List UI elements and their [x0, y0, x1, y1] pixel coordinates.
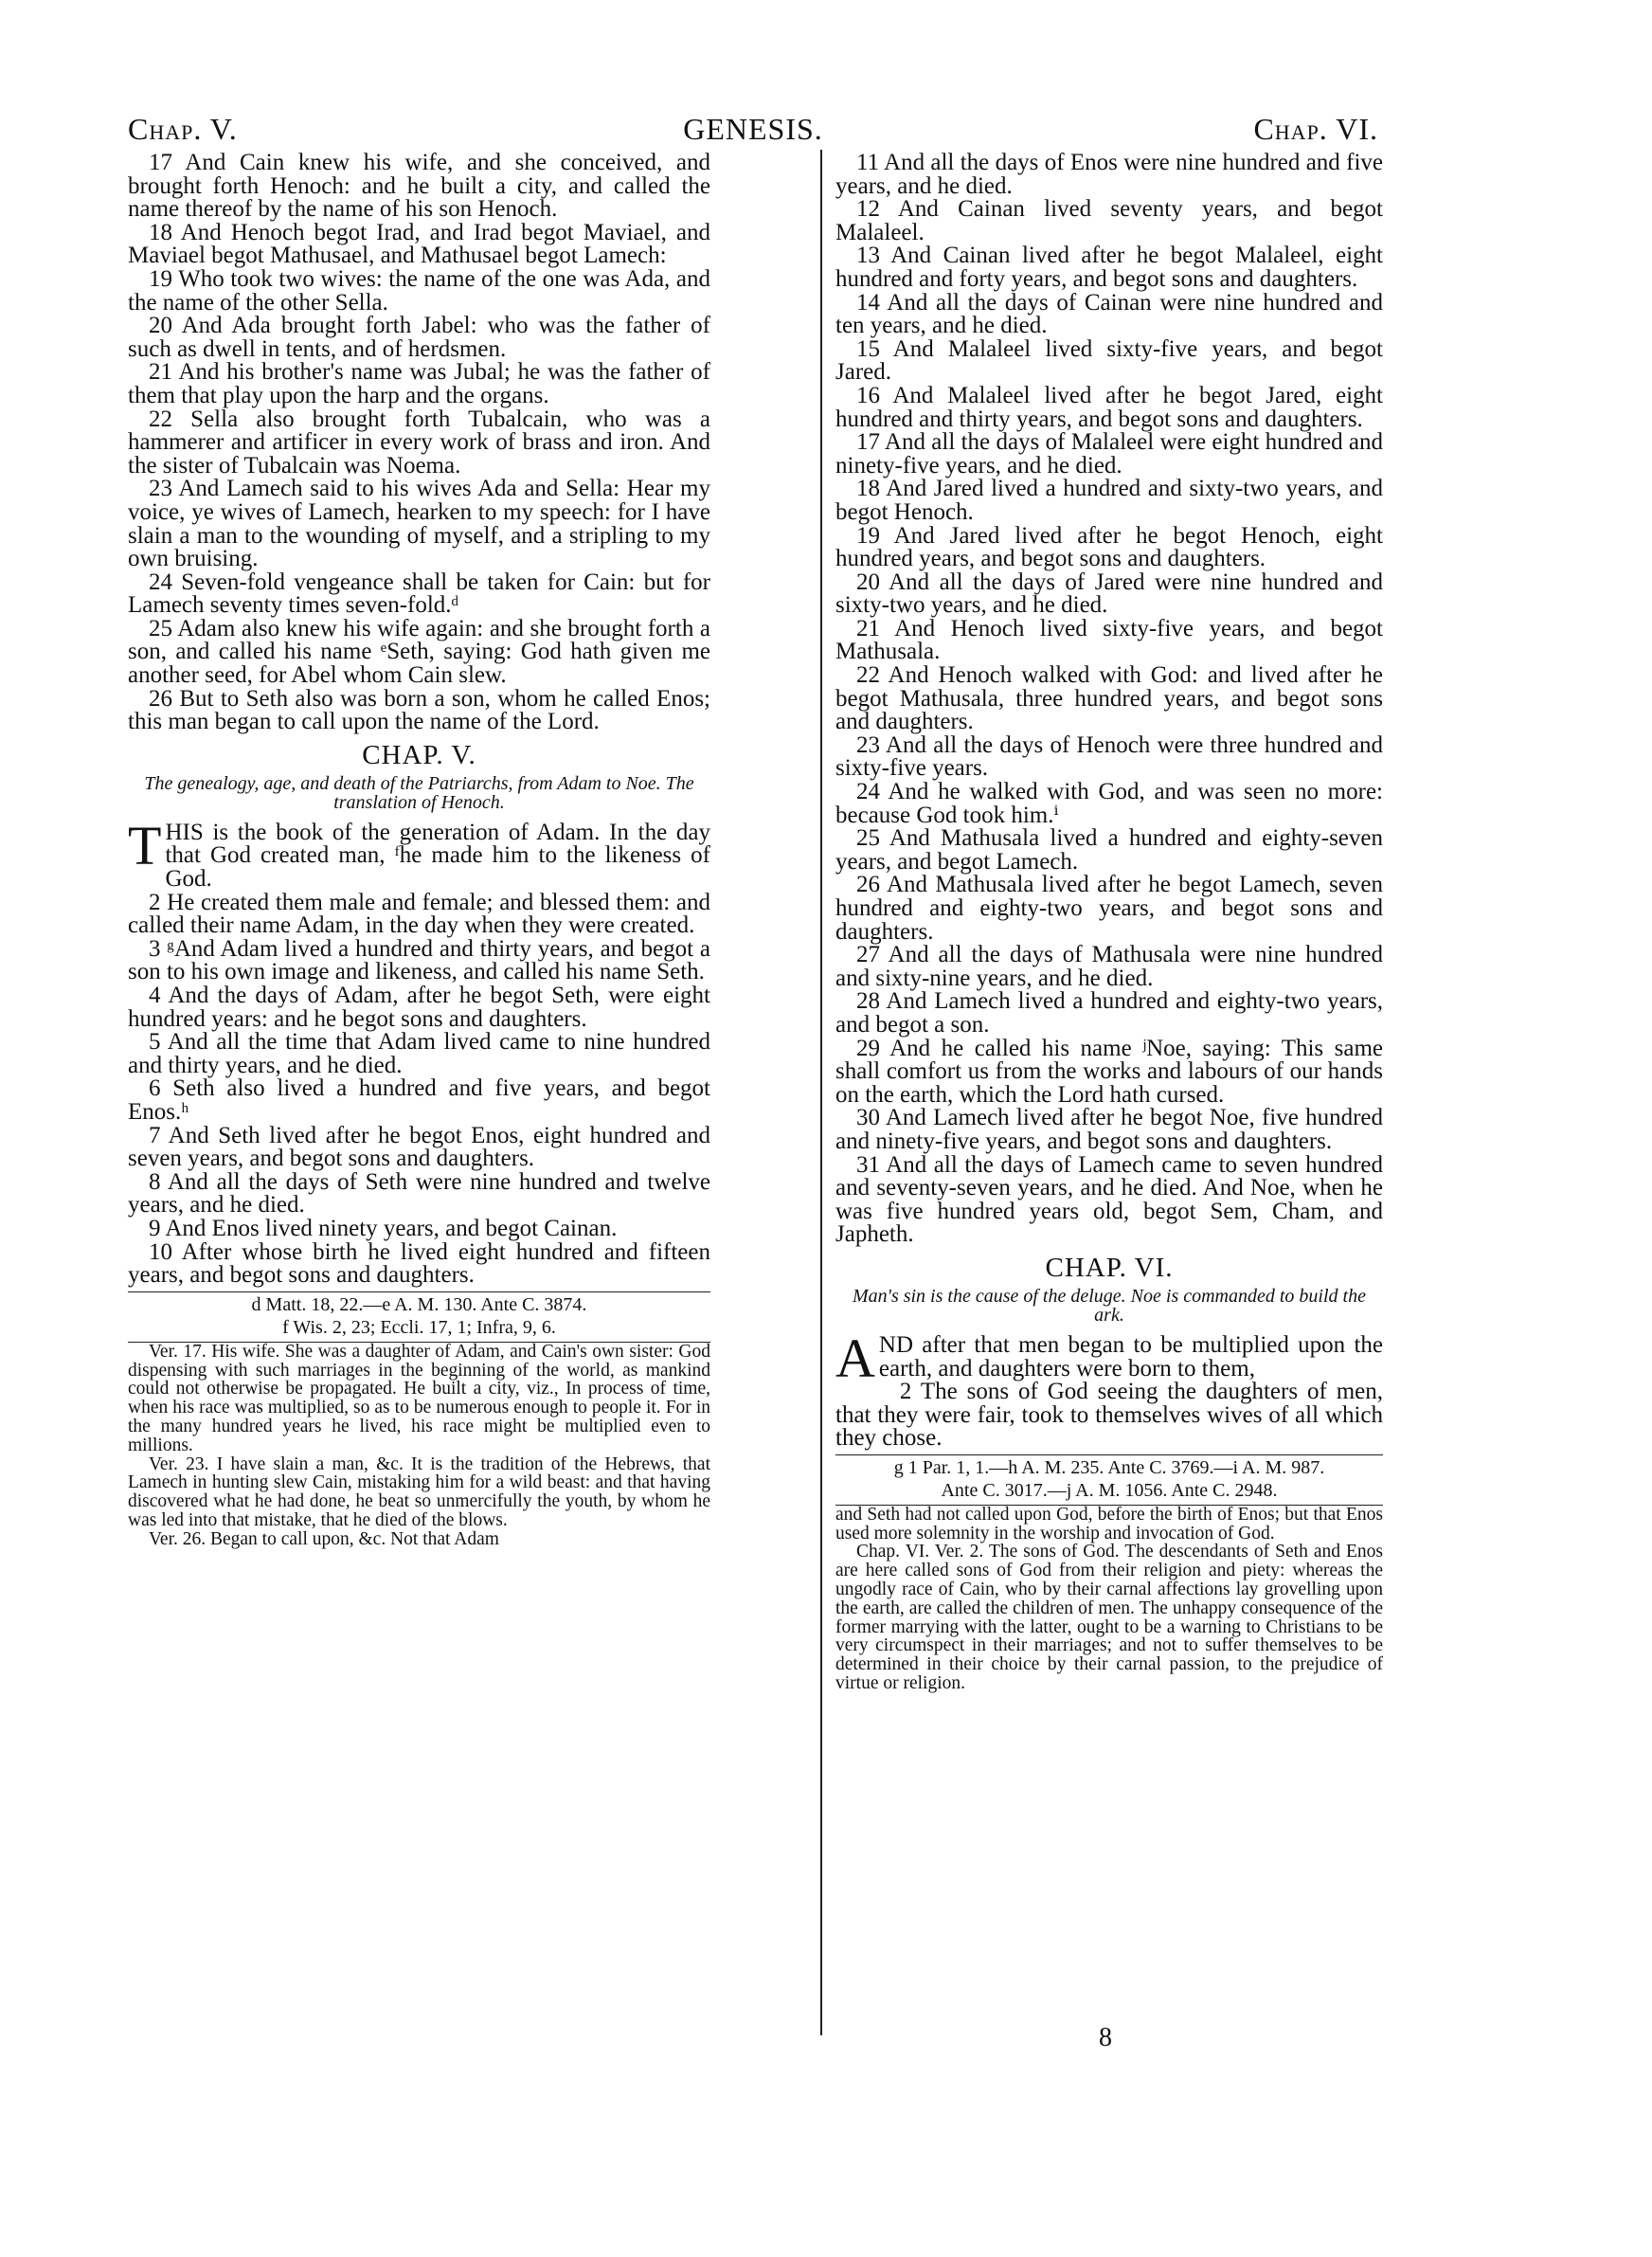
- header-title: GENESIS.: [683, 112, 823, 146]
- chapter-opening: [835, 1327, 1383, 1389]
- verse: 25 And Mathusala lived a hundred and eighty-seven years, and begot Lamech.: [835, 825, 1383, 875]
- column-divider: [820, 150, 822, 2035]
- verse: 25 Adam also knew his wife again: and she brought forth a son, and called his name ᵉSeth, saying: God hath given me another seed, for Abel whom Cain slew.: [128, 615, 710, 689]
- verse: 22 Sella also brought forth Tubalcain, who was a hammerer and artificer in every work of brass and iron. And the sister of Tubalcain was Noema.: [128, 406, 710, 478]
- verse: 21 And his brother's name was Jubal; he was the father of them that play upon the harp and the organs.: [128, 359, 710, 408]
- chapter-opening: [128, 814, 710, 893]
- verse: 22 And Henoch walked with God: and lived after he begot Mathusala, three hundred years, and begot sons and daughters.: [835, 662, 1383, 735]
- verse: 11 And all the days of Enos were nine hundred and five years, and he died.: [835, 150, 1383, 199]
- cross-reference: d Matt. 18, 22.—e A. M. 130. Ante C. 3874.: [251, 1293, 587, 1315]
- verse: 7 And Seth lived after he begot Enos, eight hundred and seven years, and begot sons and daughters.: [128, 1122, 710, 1172]
- verse: 17 And all the days of Malaleel were eight hundred and ninety-five years, and he died.: [835, 429, 1383, 478]
- verse: 2 He created them male and female; and blessed them: and called their name Adam, in the day when they were created.: [128, 889, 710, 939]
- drop-cap: T: [128, 814, 162, 876]
- verse: 20 And Ada brought forth Jabel: who was the father of such as dwell in tents, and of herdsmen.: [128, 313, 710, 362]
- running-header: [128, 112, 1378, 150]
- verse: 2 The sons of God seeing the daughters of men, that they were fair, took to themselves wives of all which they chose.: [835, 1379, 1383, 1452]
- verse: HIS is the book of the generation of Adam. In the day that God created man, ᶠhe made him to the likeness of God.: [165, 819, 710, 893]
- verse: 3 ᵍAnd Adam lived a hundred and thirty years, and begot a son to his own image and likeness, and called his name Seth.: [128, 935, 710, 985]
- chapter-heading: CHAP. V.: [362, 739, 476, 770]
- chapter-summary: The genealogy, age, and death of the Patriarchs, from Adam to Noe. The translation of Henoch.: [144, 772, 694, 813]
- header-left: Chap. V.: [128, 112, 238, 146]
- verse: ND after that men began to be multiplied upon the earth, and daughters were born to them,: [878, 1331, 1383, 1381]
- commentary: Ver. 17. His wife. She was a daughter of Adam, and Cain's own sister: God dispensing with such marriages in the beginning of the world, as mankind could not otherwise be propagated. He built a city, viz., In process of time, when his race was multiplied, so as to be numerous enough to people it. For in the many hundred years he lived, his race might be multiplied even to millions.: [128, 1341, 710, 1455]
- verse: 29 And he called his name ʲNoe, saying: This same shall comfort us from the works and labours of our hands on the earth, which the Lord hath cursed.: [835, 1035, 1383, 1108]
- verse: 31 And all the days of Lamech came to seven hundred and seventy-seven years, and he died. And Noe, when he was five hundred years old, begot Sem, Cham, and Japheth.: [835, 1151, 1383, 1248]
- verse: 24 Seven-fold vengeance shall be taken for Cain: but for Lamech seventy times seven-fold.ᵈ: [128, 569, 710, 619]
- verse: 18 And Jared lived a hundred and sixty-two years, and begot Henoch.: [835, 476, 1383, 525]
- verse: 9 And Enos lived ninety years, and begot Cainan.: [149, 1215, 618, 1241]
- commentary: Chap. VI. Ver. 2. The sons of God. The descendants of Seth and Enos are here called sons of God from their religion and piety: whereas the ungodly race of Cain, who by their carnal affections lay grovelling upon the earth, are called the children of men. The unhappy consequence of the former marrying with the latter, ought to be a warning to Christians to be very circumspect in their marriages; and not to suffer themselves to be determined in their choice by their carnal passion, to the prejudice of virtue or religion.: [835, 1542, 1383, 1694]
- verse: 10 After whose birth he lived eight hundred and fifteen years, and begot sons and daughters.: [128, 1238, 710, 1289]
- verse: 18 And Henoch begot Irad, and Irad begot Maviael, and Maviael begot Mathusael, and Mathusael begot Lamech:: [128, 219, 710, 269]
- drop-cap: A: [835, 1327, 875, 1389]
- verse: 23 And Lamech said to his wives Ada and Sella: Hear my voice, ye wives of Lamech, hearken to my speech: for I have slain a man to the wounding of myself, and a stripling to my own bruising.: [128, 476, 710, 572]
- verse: 4 And the days of Adam, after he begot Seth, were eight hundred years: and he begot sons and daughters.: [128, 983, 710, 1032]
- right-column: [835, 152, 1383, 1693]
- verse: 21 And Henoch lived sixty-five years, and begot Mathusala.: [835, 615, 1383, 665]
- header-right: Chap. VI.: [1253, 112, 1378, 146]
- cross-reference: Ante C. 3017.—j A. M. 1056. Ante C. 2948.: [941, 1479, 1278, 1501]
- chapter-heading: CHAP. VI.: [1045, 1252, 1174, 1283]
- chapter-summary: Man's sin is the cause of the deluge. Noe is commanded to build the ark.: [853, 1285, 1366, 1326]
- commentary: Ver. 26. Began to call upon, &c. Not that Adam: [149, 1528, 499, 1549]
- verse: 24 And he walked with God, and was seen no more: because God took him.ⁱ: [835, 779, 1383, 828]
- verse: 12 And Cainan lived seventy years, and begot Malaleel.: [835, 196, 1383, 245]
- page-number: 8: [1099, 2023, 1112, 2052]
- verse: 8 And all the days of Seth were nine hundred and twelve years, and he died.: [128, 1168, 710, 1219]
- verse: 23 And all the days of Henoch were three hundred and sixty-five years.: [835, 731, 1383, 782]
- verse: 20 And all the days of Jared were nine hundred and sixty-two years, and he died.: [835, 569, 1383, 619]
- verse: 26 And Mathusala lived after he begot Lamech, seven hundred and eighty-two years, and begot sons and daughters.: [835, 872, 1383, 945]
- verse: 17 And Cain knew his wife, and she conceived, and brought forth Henoch: and he built a city, and called the name thereof by the name of his son Henoch.: [128, 150, 710, 223]
- verse: 15 And Malaleel lived sixty-five years, and begot Jared.: [835, 335, 1383, 386]
- verse: 19 Who took two wives: the name of the one was Ada, and the name of the other Sella.: [128, 265, 710, 316]
- verse: 30 And Lamech lived after he begot Noe, five hundred and ninety-five years, and begot sons and daughters.: [835, 1105, 1383, 1154]
- verse: 5 And all the time that Adam lived came to nine hundred and thirty years, and he died.: [128, 1029, 710, 1078]
- left-column: [128, 152, 710, 1548]
- verse: 19 And Jared lived after he begot Henoch, eight hundred years, and begot sons and daughters.: [835, 522, 1383, 572]
- verse: 26 But to Seth also was born a son, whom he called Enos; this man began to call upon the name of the Lord.: [128, 685, 710, 735]
- cross-reference: g 1 Par. 1, 1.—h A. M. 235. Ante C. 3769.—i A. M. 987.: [893, 1456, 1325, 1478]
- verse: 16 And Malaleel lived after he begot Jared, eight hundred and thirty years, and begot sons and daughters.: [835, 382, 1383, 432]
- verse: 28 And Lamech lived a hundred and eighty-two years, and begot a son.: [835, 988, 1383, 1038]
- commentary: Ver. 23. I have slain a man, &c. It is the tradition of the Hebrews, that Lamech in hunting slew Cain, mistaking him for a wild beast: and that having discovered what he had done, he beat so unmercifully the youth, by whom he was led into that mistake, that he died of the blows.: [128, 1454, 710, 1530]
- verse: 13 And Cainan lived after he begot Malaleel, eight hundred and forty years, and begot sons and daughters.: [835, 243, 1383, 292]
- verse: 6 Seth also lived a hundred and five years, and begot Enos.ʰ: [128, 1075, 710, 1125]
- cross-reference: f Wis. 2, 23; Eccli. 17, 1; Infra, 9, 6.: [282, 1316, 556, 1338]
- verse: 27 And all the days of Mathusala were nine hundred and sixty-nine years, and he died.: [835, 942, 1383, 991]
- commentary: and Seth had not called upon God, before the birth of Enos; but that Enos used more solemnity in the worship and invocation of God.: [835, 1504, 1383, 1544]
- verse: 14 And all the days of Cainan were nine hundred and ten years, and he died.: [835, 289, 1383, 339]
